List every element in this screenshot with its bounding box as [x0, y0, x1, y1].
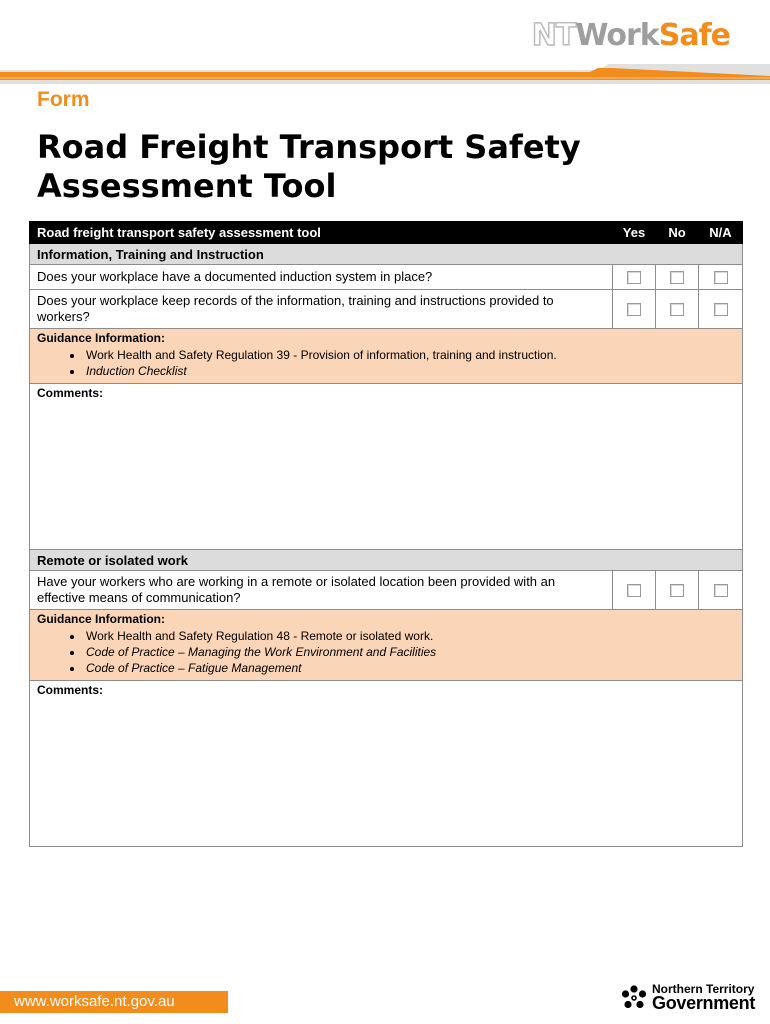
guidance-list	[37, 628, 735, 676]
na-checkbox[interactable]	[714, 303, 728, 316]
guidance-item: • Code of Practice – Managing the Work Environment and Facilities	[84, 644, 735, 660]
guidance-cell	[30, 610, 743, 681]
guidance-cell	[30, 329, 743, 384]
col-yes: Yes	[613, 222, 656, 244]
guidance-item: • Induction Checklist	[84, 363, 735, 379]
guidance-item: • Work Health and Safety Regulation 48 - Remote or isolated work.	[84, 628, 735, 644]
guidance-row	[30, 329, 743, 384]
guidance-item: • Work Health and Safety Regulation 39 - Provision of information, training and instruction.	[84, 347, 735, 363]
guidance-title: Guidance Information:	[37, 612, 166, 626]
question-row	[30, 290, 743, 329]
col-no: No	[656, 222, 699, 244]
section-row	[30, 550, 743, 571]
yes-checkbox[interactable]	[627, 303, 641, 316]
header-band	[0, 62, 770, 84]
comments-row	[30, 384, 743, 550]
ntworksafe-logo: NTWorkSafe	[531, 18, 730, 53]
section-row	[30, 244, 743, 265]
table-header-row	[30, 222, 743, 244]
guidance-list	[37, 347, 735, 379]
nt-government-logo	[620, 982, 765, 1012]
flower-emblem-icon	[620, 984, 648, 1012]
form-label: Form	[37, 88, 90, 111]
page-title: Road Freight Transport Safety Assessment Tool	[37, 128, 581, 205]
website-link[interactable]: www.worksafe.nt.gov.au	[0, 991, 228, 1013]
comments-label: Comments:	[37, 386, 104, 400]
comments-label: Comments:	[37, 683, 104, 697]
guidance-row	[30, 610, 743, 681]
yes-checkbox[interactable]	[627, 271, 641, 284]
question-row	[30, 265, 743, 290]
question-text: Does your workplace keep records of the information, training and instructions provided to workers?	[30, 290, 613, 329]
assessment-table	[29, 221, 743, 847]
question-row	[30, 571, 743, 610]
gov-line-2: Government	[652, 993, 756, 1013]
no-checkbox[interactable]	[670, 584, 684, 597]
guidance-title: Guidance Information:	[37, 331, 166, 345]
section-title: Remote or isolated work	[30, 550, 743, 571]
guidance-item: • Code of Practice – Fatigue Management	[84, 660, 735, 676]
no-checkbox[interactable]	[670, 271, 684, 284]
comments-row	[30, 681, 743, 847]
gov-line-1: Northern Territory	[652, 982, 755, 996]
question-text: Does your workplace have a documented induction system in place?	[30, 265, 613, 290]
table-heading: Road freight transport safety assessment tool	[30, 222, 613, 244]
comments-field[interactable]	[30, 681, 743, 847]
col-na: N/A	[699, 222, 743, 244]
no-checkbox[interactable]	[670, 303, 684, 316]
na-checkbox[interactable]	[714, 584, 728, 597]
question-text: Have your workers who are working in a remote or isolated location been provided with an effective means of communication?	[30, 571, 613, 610]
section-title: Information, Training and Instruction	[30, 244, 743, 265]
comments-field[interactable]	[30, 384, 743, 550]
yes-checkbox[interactable]	[627, 584, 641, 597]
na-checkbox[interactable]	[714, 271, 728, 284]
